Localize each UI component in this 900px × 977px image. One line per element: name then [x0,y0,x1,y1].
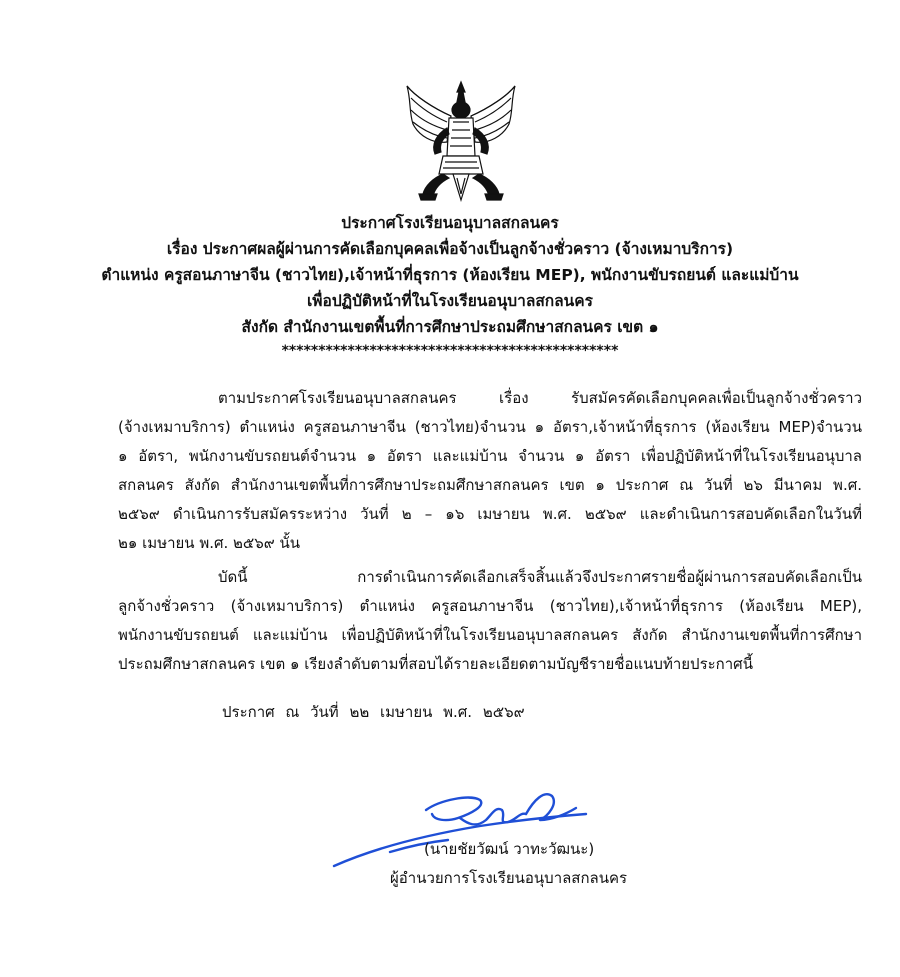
paragraph-line: ประถมศึกษาสกลนคร เขต ๑ เรียงลำดับตามที่สอบได้รายละเอียดตามบัญชีรายชื่อแนบท้ายประกาศนี้ [118,655,753,673]
paragraph-line: บัดนี้ การดำเนินการคัดเลือกเสร็จสิ้นแล้วจึงประกาศรายชื่อผู้ผ่านการสอบคัดเลือกเป็น [218,568,862,586]
header-separator: ********************************************** [281,343,619,359]
paragraph-1 [118,384,862,558]
header-positions: ตำแหน่ง ครูสอนภาษาจีน (ชาวไทย),เจ้าหน้าที่ธุรการ (ห้องเรียน MEP), พนักงานขับรถยนต์ และแม่บ้าน [101,266,799,284]
garuda-emblem-icon [403,78,519,202]
header-title: ประกาศโรงเรียนอนุบาลสกลนคร [341,214,559,232]
signer-name: (นายชัยวัฒน์ วาทะวัฒนะ) [424,840,595,858]
paragraph-2 [118,563,862,679]
paragraph-line: ๑ อัตรา, พนักงานขับรถยนต์จำนวน ๑ อัตรา และแม่บ้าน จำนวน ๑ อัตรา เพื่อปฏิบัติหน้าที่ในโรงเรียนอนุบาล [118,447,862,465]
paragraph-line: ๒๕๖๙ ดำเนินการรับสมัครระหว่าง วันที่ ๒ – ๑๖ เมษายน พ.ศ. ๒๕๖๙ และดำเนินการสอบคัดเลือกในวันที่ [118,505,862,523]
paragraph-line: ตามประกาศโรงเรียนอนุบาลสกลนคร เรื่อง รับสมัครคัดเลือกบุคคลเพื่อเป็นลูกจ้างชั่วคราว [218,389,862,407]
paragraph-line: สกลนคร สังกัด สำนักงานเขตพื้นที่การศึกษาประถมศึกษาสกลนคร เขต ๑ ประกาศ ณ วันที่ ๒๖ มีนาคม พ.ศ. [118,476,862,494]
document-header [60,210,840,360]
header-purpose: เพื่อปฏิบัติหน้าที่ในโรงเรียนอนุบาลสกลนคร [307,292,593,310]
header-affiliation: สังกัด สำนักงานเขตพื้นที่การศึกษาประถมศึกษาสกลนคร เขต ๑ [241,318,659,336]
paragraph-line: ลูกจ้างชั่วคราว (จ้างเหมาบริการ) ตำแหน่ง ครูสอนภาษาจีน (ชาวไทย),เจ้าหน้าที่ธุรการ (ห้องเรียน MEP), [118,597,862,615]
paragraph-line: ๒๑ เมษายน พ.ศ. ๒๕๖๙ นั้น [118,534,301,552]
header-subject: เรื่อง ประกาศผลผู้ผ่านการคัดเลือกบุคคลเพื่อจ้างเป็นลูกจ้างชั่วคราว (จ้างเหมาบริการ) [166,240,734,258]
paragraph-line: พนักงานขับรถยนต์ และแม่บ้าน เพื่อปฏิบัติหน้าที่ในโรงเรียนอนุบาลสกลนคร สังกัด สำนักงานเขตพื้นที่การศึกษา [118,626,862,644]
signer-title: ผู้อำนวยการโรงเรียนอนุบาลสกลนคร [390,869,628,887]
announcement-date: ประกาศ ณ วันที่ ๒๒ เมษายน พ.ศ. ๒๕๖๙ [222,703,525,721]
paragraph-line: (จ้างเหมาบริการ) ตำแหน่ง ครูสอนภาษาจีน (ชาวไทย)จำนวน ๑ อัตรา,เจ้าหน้าที่ธุรการ (ห้องเรียน MEP)จำนวน [118,418,862,436]
